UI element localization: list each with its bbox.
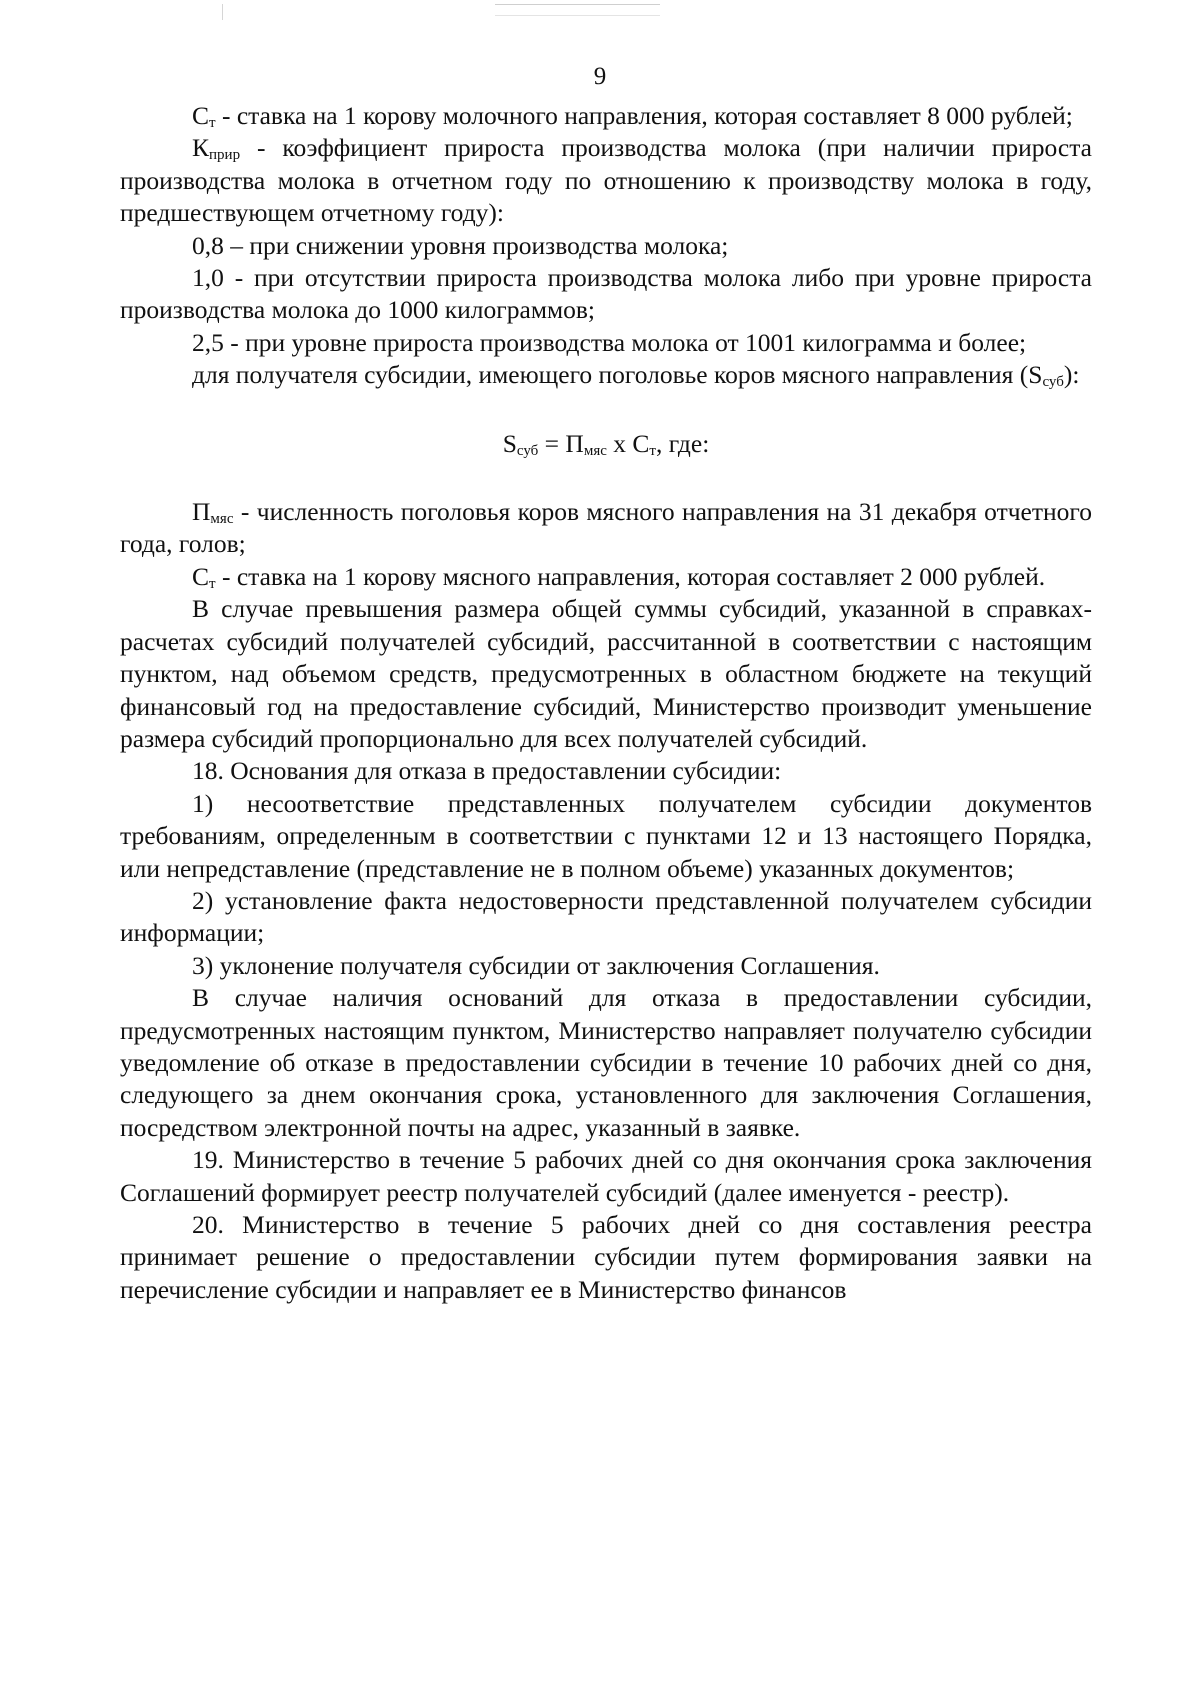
paragraph-19: 19. Министерство в течение 5 рабочих дней со дня окончания срока заключения Соглашений формирует реестр получателей субсидий (далее именуется - реестр).	[120, 1145, 1092, 1207]
paragraph-18-item-2: 2) установление факта недостоверности представленной получателем субсидии информации;	[120, 885, 1092, 948]
page-number: 9	[593, 63, 607, 90]
paragraph-meat-headcount	[120, 496, 1092, 561]
formula-meat-subsidy	[120, 428, 1092, 460]
paragraph-excess: В случае превышения размера общей суммы субсидий, указанной в справках-расчетах субсидий получателей субсидий, рассчитанной в соответствии с настоящим пунктом, над объемом средств, предусмотренных в областном бюджете на текущий финансовый год на предоставление субсидий, Министерство производит уменьшение размера субсидий пропорционально для всех получателей субсидий.	[120, 594, 1092, 753]
paragraph-text-tail: ):	[1063, 360, 1080, 390]
paragraph-ct-meat-rate	[120, 561, 1092, 593]
symbol-subscript: т	[209, 575, 216, 592]
paragraph-18-item-3: 3) уклонение получателя субсидии от заключения Соглашения.	[192, 950, 880, 980]
formula-s-subscript: суб	[516, 442, 539, 459]
formula-equals: =	[538, 428, 566, 458]
symbol-p: П	[192, 497, 211, 527]
paragraph-text: для получателя субсидии, имеющего поголовье коров мясного направления (	[192, 360, 1029, 390]
paragraph-18-heading: 18. Основания для отказа в предоставлении субсидии:	[192, 756, 782, 786]
paragraph-ct-milk-rate	[120, 100, 1092, 132]
formula-p: П	[565, 428, 584, 458]
scan-artifact	[495, 4, 660, 16]
paragraph-coef-0-8: 0,8 – при снижении уровня производства молока;	[192, 230, 729, 260]
paragraph-20: 20. Министерство в течение 5 рабочих дней со дня составления реестра принимает решение о предоставлении субсидии путем формирования заявки на перечисление субсидии и направляет ее в Министерство финансов	[120, 1210, 1092, 1304]
paragraph-text: - коэффициент прироста производства молока (при наличии прироста производства молока в отчетном году по отношению к производству молока в году, предшествующем отчетному году):	[120, 133, 1092, 228]
formula-c-subscript: т	[649, 442, 656, 459]
paragraph-18-item-1: 1) несоответствие представленных получателем субсидии документов требованиям, определенным в соответствии с пунктами 12 и 13 настоящего Порядка, или непредставление (представление не в полном объеме) указанных документов;	[120, 788, 1092, 883]
formula-c: С	[632, 428, 650, 458]
formula-tail: , где:	[655, 428, 710, 458]
symbol-k: К	[192, 133, 210, 163]
formula-s: S	[502, 428, 517, 458]
symbol-subscript: прир	[209, 147, 241, 164]
paragraph-text: - ставка на 1 корову молочного направления, которая составляет 8 000 рублей;	[215, 101, 1073, 130]
formula-multiply: х	[606, 428, 633, 458]
symbol-c: С	[192, 561, 210, 591]
symbol-c: С	[192, 101, 210, 130]
symbol-subscript: т	[209, 115, 216, 131]
paragraph-meat-intro	[120, 359, 1092, 391]
paragraph-growth-coefficient	[120, 132, 1092, 229]
paragraph-coef-2-5: 2,5 - при уровне прироста производства молока от 1001 килограмма и более;	[192, 327, 1027, 357]
scan-artifact	[222, 4, 229, 20]
formula-p-subscript: мяс	[583, 442, 607, 459]
document-body	[120, 100, 1092, 1306]
paragraph-text: - численность поголовья коров мясного направления на 31 декабря отчетного года, голов;	[120, 497, 1092, 559]
symbol-s: S	[1028, 360, 1043, 390]
paragraph-coef-1-0: 1,0 - при отсутствии прироста производства молока либо при уровне прироста производства молока до 1000 килограммов;	[120, 263, 1092, 325]
paragraph-text: - ставка на 1 корову мясного направления, которая составляет 2 000 рублей.	[215, 561, 1046, 591]
symbol-subscript: мяс	[210, 511, 234, 528]
symbol-subscript: суб	[1042, 374, 1064, 391]
paragraph-refusal-notice: В случае наличия оснований для отказа в предоставлении субсидии, предусмотренных настоящим пунктом, Министерство направляет получателю субсидии уведомление об отказе в предоставлении субсидии в течение 10 рабочих дней со дня, следующего за днем окончания срока, установленного для заключения Соглашения, посредством электронной почты на адрес, указанный в заявке.	[120, 983, 1092, 1142]
